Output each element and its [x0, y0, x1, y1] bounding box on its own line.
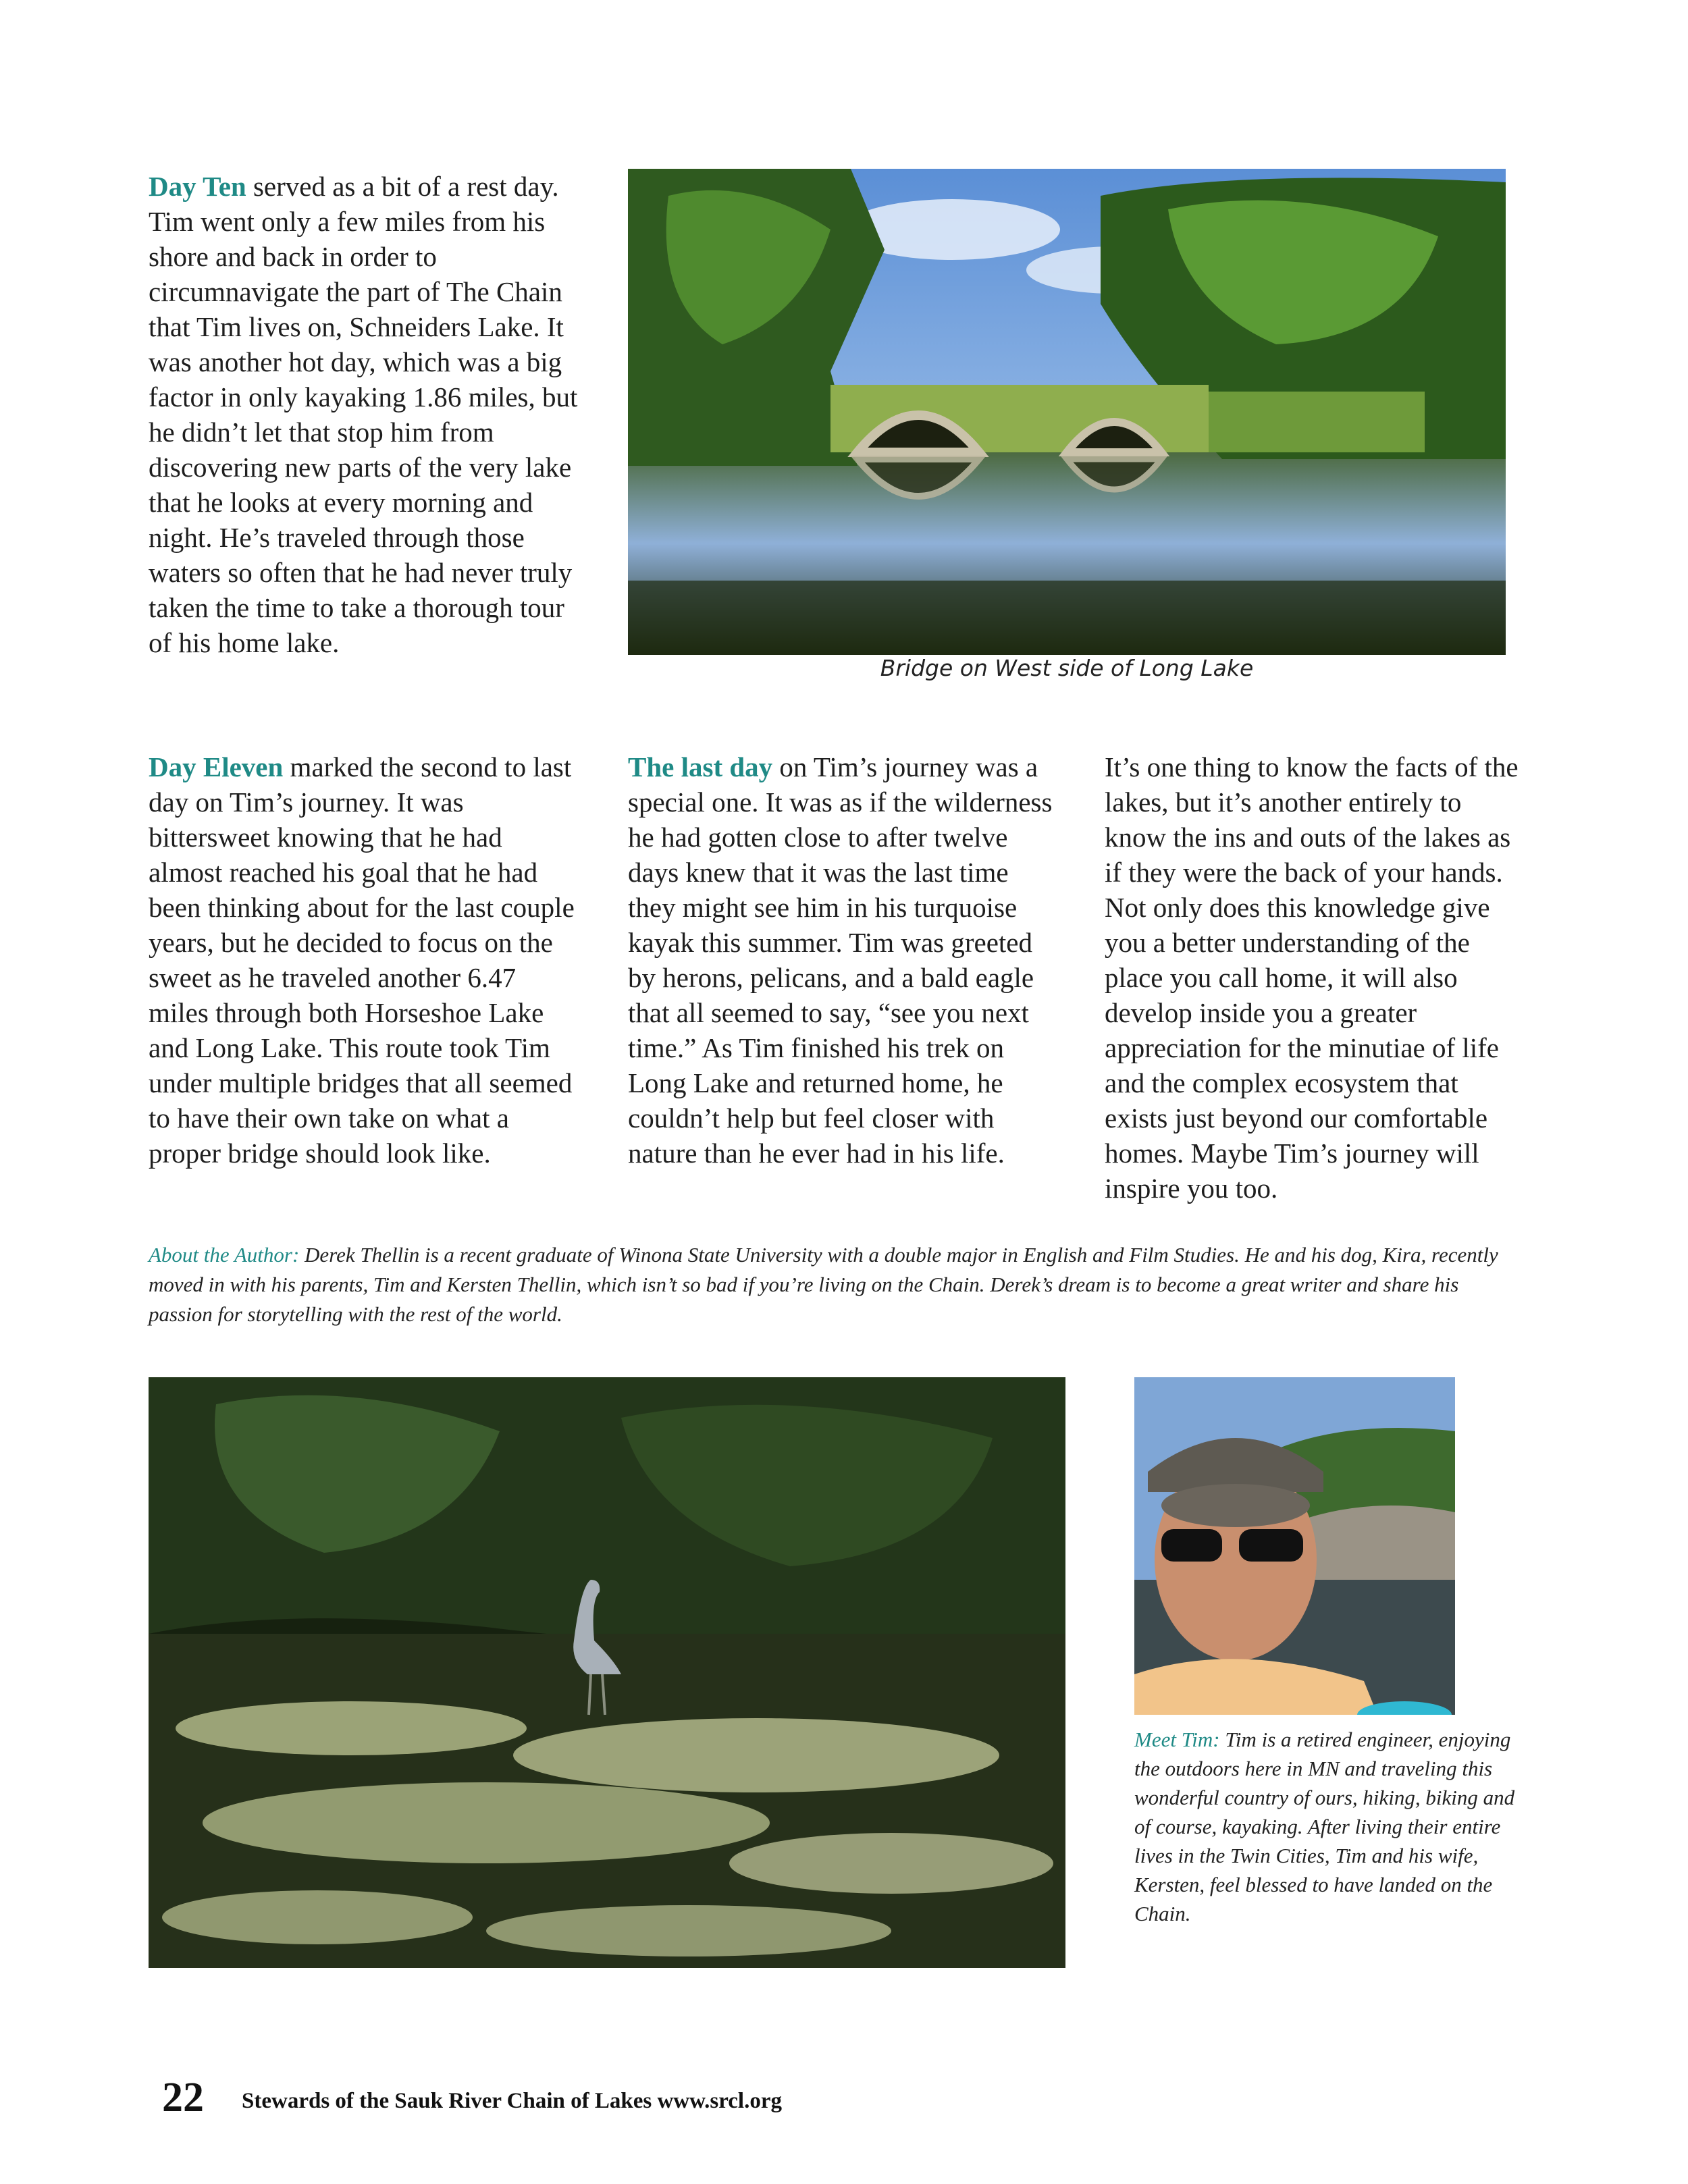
- about-author-text: Derek Thellin is a recent graduate of Winona State University with a double major in English and Film Studies. He and his dog, Kira, recently moved in with his parents, Tim and Kersten Thellin, which isn’t so bad if you’re living on the Chain. Derek’s dream is to become a great writer and share his passion for storytelling with the rest of the world.: [149, 1243, 1498, 1326]
- day-eleven-text: marked the second to last day on Tim’s journey. It was bittersweet knowing that he had almost reached his goal that he had been thinking about for the last couple years, but he decided to focus on the sweet as he traveled another 6.47 miles through both Horseshoe Lake and Long Lake. This route took Tim under multiple bridges that all seemed to have their own take on what a proper bridge should look like.: [149, 751, 575, 1169]
- day-ten-paragraph: [149, 169, 581, 660]
- about-the-author: [149, 1240, 1506, 1329]
- page-number: 22: [162, 2075, 204, 2121]
- day-ten-heading: Day Ten: [149, 171, 246, 202]
- last-day-paragraph: [628, 749, 1060, 1171]
- day-eleven-paragraph: [149, 749, 581, 1171]
- tim-photo: [1134, 1377, 1455, 1715]
- meet-tim-text: Tim is a retired engineer, enjoying the outdoors here in MN and traveling this wonderful country of ours, hiking, biking and of course, kayaking. After living their entire lives in the Twin Cities, Tim and his wife, Kersten, feel blessed to have landed on the Chain.: [1134, 1728, 1515, 1925]
- meet-tim: [1134, 1725, 1523, 1928]
- closing-text: It’s one thing to know the facts of the lakes, but it’s another entirely to know the ins and outs of the lakes as if they were the back of your hands. Not only does this knowledge give you a better understanding of the place you call home, it will also develop inside you a greater appreciation for the minutiae of life and the complex ecosystem that exists just beyond our comfortable homes. Maybe Tim’s journey will inspire you too.: [1105, 751, 1519, 1204]
- meet-tim-label: Meet Tim:: [1134, 1728, 1220, 1751]
- day-ten-text: served as a bit of a rest day. Tim went only a few miles from his shore and back in order to circumnavigate the part of The Chain that Tim lives on, Schneiders Lake. It was another hot day, which was a big factor in only kayaking 1.86 miles, but he didn’t let that stop him from discovering new parts of the very lake that he looks at every morning and night. He’s traveled through those waters so often that he had never truly taken the time to take a thorough tour of his home lake.: [149, 171, 578, 658]
- day-eleven-heading: Day Eleven: [149, 751, 284, 782]
- publication-line: Stewards of the Sauk River Chain of Lakes www.srcl.org: [242, 2089, 782, 2113]
- closing-paragraph: [1105, 749, 1523, 1206]
- last-day-text: on Tim’s journey was a special one. It was as if the wilderness he had gotten close to after twelve days knew that it was the last time they might see him in his turquoise kayak this summer. Tim was greeted by herons, pelicans, and a bald eagle that all seemed to say, “see you next time.” As Tim finished his trek on Long Lake and returned home, he couldn’t help but feel closer with nature than he ever had in his life.: [628, 751, 1053, 1169]
- bridge-photo-caption: Bridge on West side of Long Lake: [880, 655, 1254, 681]
- last-day-heading: The last day: [628, 751, 773, 782]
- heron-photo: [149, 1377, 1065, 1968]
- bridge-photo: [628, 169, 1506, 655]
- about-author-label: About the Author:: [149, 1243, 300, 1267]
